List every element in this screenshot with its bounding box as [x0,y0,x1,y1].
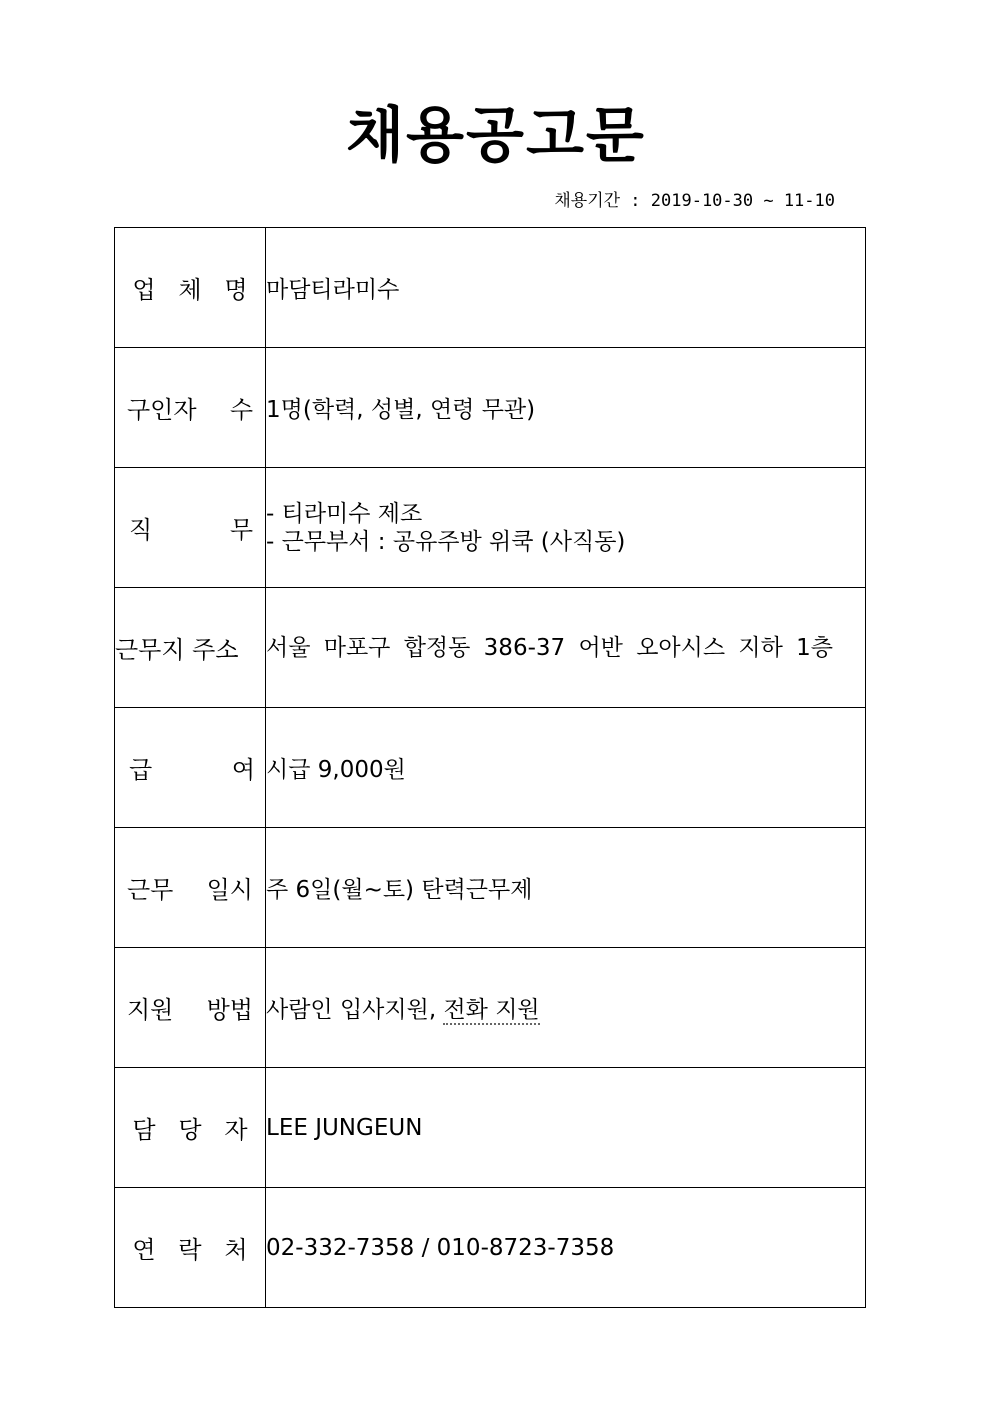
schedule-value: 주 6일(월~토) 탄력근무제 [266,828,866,948]
apply-phone-text: 전화 지원 [443,997,540,1023]
table-row [115,228,866,348]
label-part: 수 [229,396,253,424]
page-title: 채용공고문 [346,101,646,171]
label-char: 체 [178,276,202,304]
table-row [115,708,866,828]
duty-line: - 티라미수 제조 [266,500,423,527]
salary-label [115,708,266,828]
table-row [115,828,866,948]
recruit-period: 채용기간 : 2019-10-30 ~ 11-10 [554,191,835,211]
duty-line: - 근무부서 : 공유주방 위쿡 (사직동) [266,528,626,555]
job-posting-table [114,227,866,1308]
company-label [115,228,266,348]
label-part: 지원 [127,996,174,1024]
contact-value: 02-332-7358 / 010-8723-7358 [266,1188,866,1308]
duty-label [115,468,266,588]
label-char: 여 [231,756,255,784]
salary-value: 시급 9,000원 [266,708,866,828]
label-part: 일시 [206,876,253,904]
label-char: 처 [224,1236,248,1264]
label-char: 직 [129,516,153,544]
label-part: 방법 [206,996,253,1024]
manager-value: LEE JUNGEUN [266,1068,866,1188]
manager-label [115,1068,266,1188]
label-char: 연 [132,1236,156,1264]
table-row [115,1068,866,1188]
address-label: 근무지 주소 [115,588,266,708]
duty-value [266,468,866,588]
apply-value [266,948,866,1068]
label-char: 락 [178,1236,202,1264]
address-value: 서울 마포구 합정동 386-37 어반 오아시스 지하 1층 [266,588,866,708]
apply-method-text: 사람인 입사지원, [266,997,444,1023]
label-part: 근무 [127,876,174,904]
label-char: 담 [132,1116,156,1144]
label-char: 당 [178,1116,202,1144]
table-row [115,348,866,468]
label-char: 업 [132,276,156,304]
company-value: 마담티라미수 [266,228,866,348]
label-char: 급 [129,756,153,784]
label-char: 명 [224,276,248,304]
headcount-label [115,348,266,468]
headcount-value: 1명(학력, 성별, 연령 무관) [266,348,866,468]
label-part: 구인자 [127,396,197,424]
table-row [115,588,866,708]
schedule-label [115,828,266,948]
contact-label [115,1188,266,1308]
label-char: 무 [229,516,253,544]
label-char: 자 [224,1116,248,1144]
table-row [115,468,866,588]
apply-label [115,948,266,1068]
table-row [115,1188,866,1308]
table-row [115,948,866,1068]
